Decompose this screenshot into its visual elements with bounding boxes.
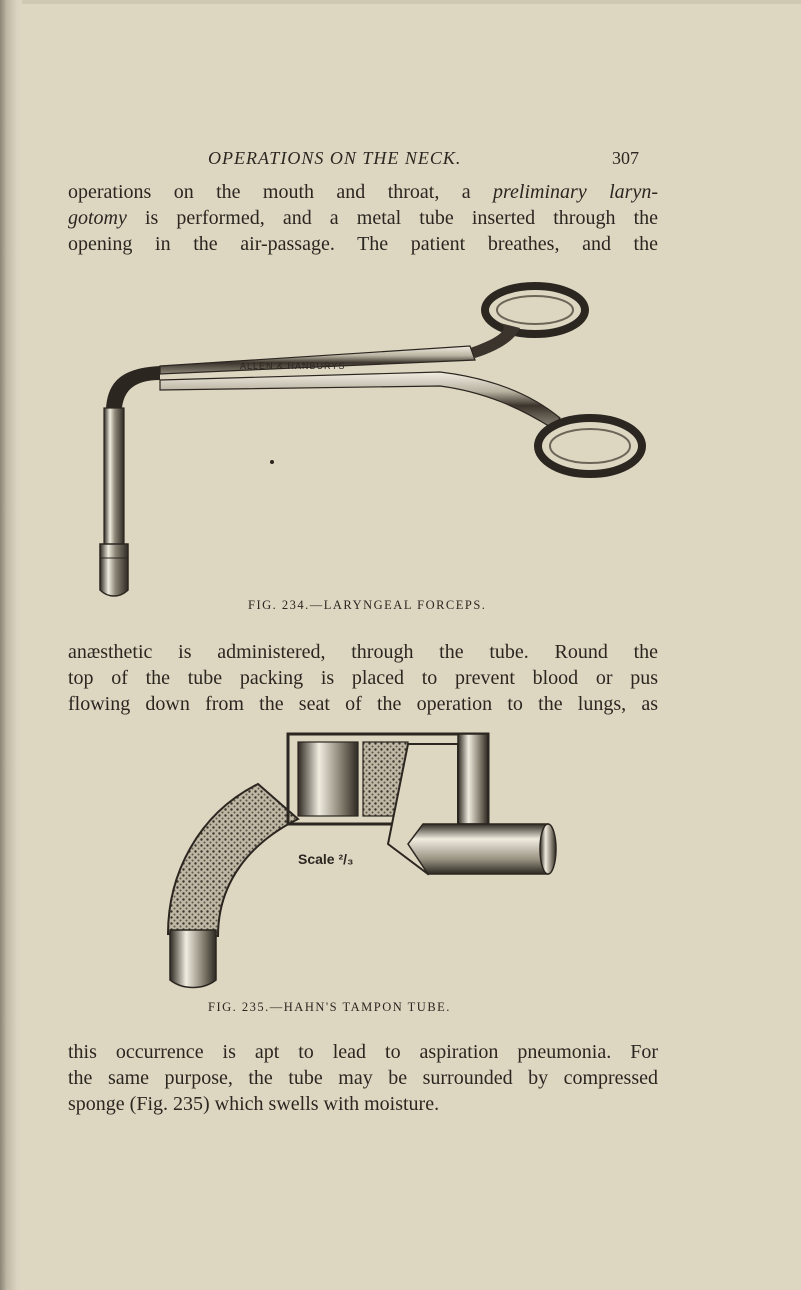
figure-235-caption: FIG. 235.—HAHN'S TAMPON TUBE. (208, 1000, 451, 1014)
paragraph-1-line-1 (68, 180, 658, 204)
scale-label: Scale ²/₃ (298, 851, 354, 867)
text-run: operations on the mouth and throat, a (68, 181, 494, 203)
page-number: 307 (612, 148, 639, 168)
hahns-tampon-tube-illustration (158, 724, 578, 994)
laryngeal-forceps-illustration (90, 268, 660, 598)
paragraph-2-line-3: flowing down from the seat of the operation to the lungs, as (68, 693, 658, 715)
book-spine-shadow (0, 0, 22, 1290)
italic-term: preliminary (493, 181, 587, 203)
figure-234-caption: FIG. 234.—LARYNGEAL FORCEPS. (248, 598, 487, 612)
maker-stamp: ALLEN & HANBURYS (240, 361, 346, 371)
paragraph-2-line-1: anæsthetic is administered, through the tube. Round the (68, 641, 658, 663)
paragraph-3-line-3: sponge (Fig. 235) which swells with moisture. (68, 1093, 440, 1115)
paragraph-3-line-1: this occurrence is apt to lead to aspiration pneumonia. For (68, 1041, 658, 1063)
paragraph-1-line-3: opening in the air-passage. The patient breathes, and the (68, 233, 658, 255)
paragraph-2-line-2: top of the tube packing is placed to prevent blood or pus (68, 667, 658, 689)
paragraph-1-line-2 (68, 206, 658, 230)
book-page (68, 0, 668, 1290)
text-run: is performed, and a metal tube inserted through the (126, 207, 658, 229)
italic-term: gotomy (68, 207, 127, 229)
paragraph-3-line-2: the same purpose, the tube may be surrounded by compressed (68, 1067, 658, 1089)
running-head: OPERATIONS ON THE NECK. (208, 148, 462, 168)
italic-term: laryn- (609, 181, 659, 203)
